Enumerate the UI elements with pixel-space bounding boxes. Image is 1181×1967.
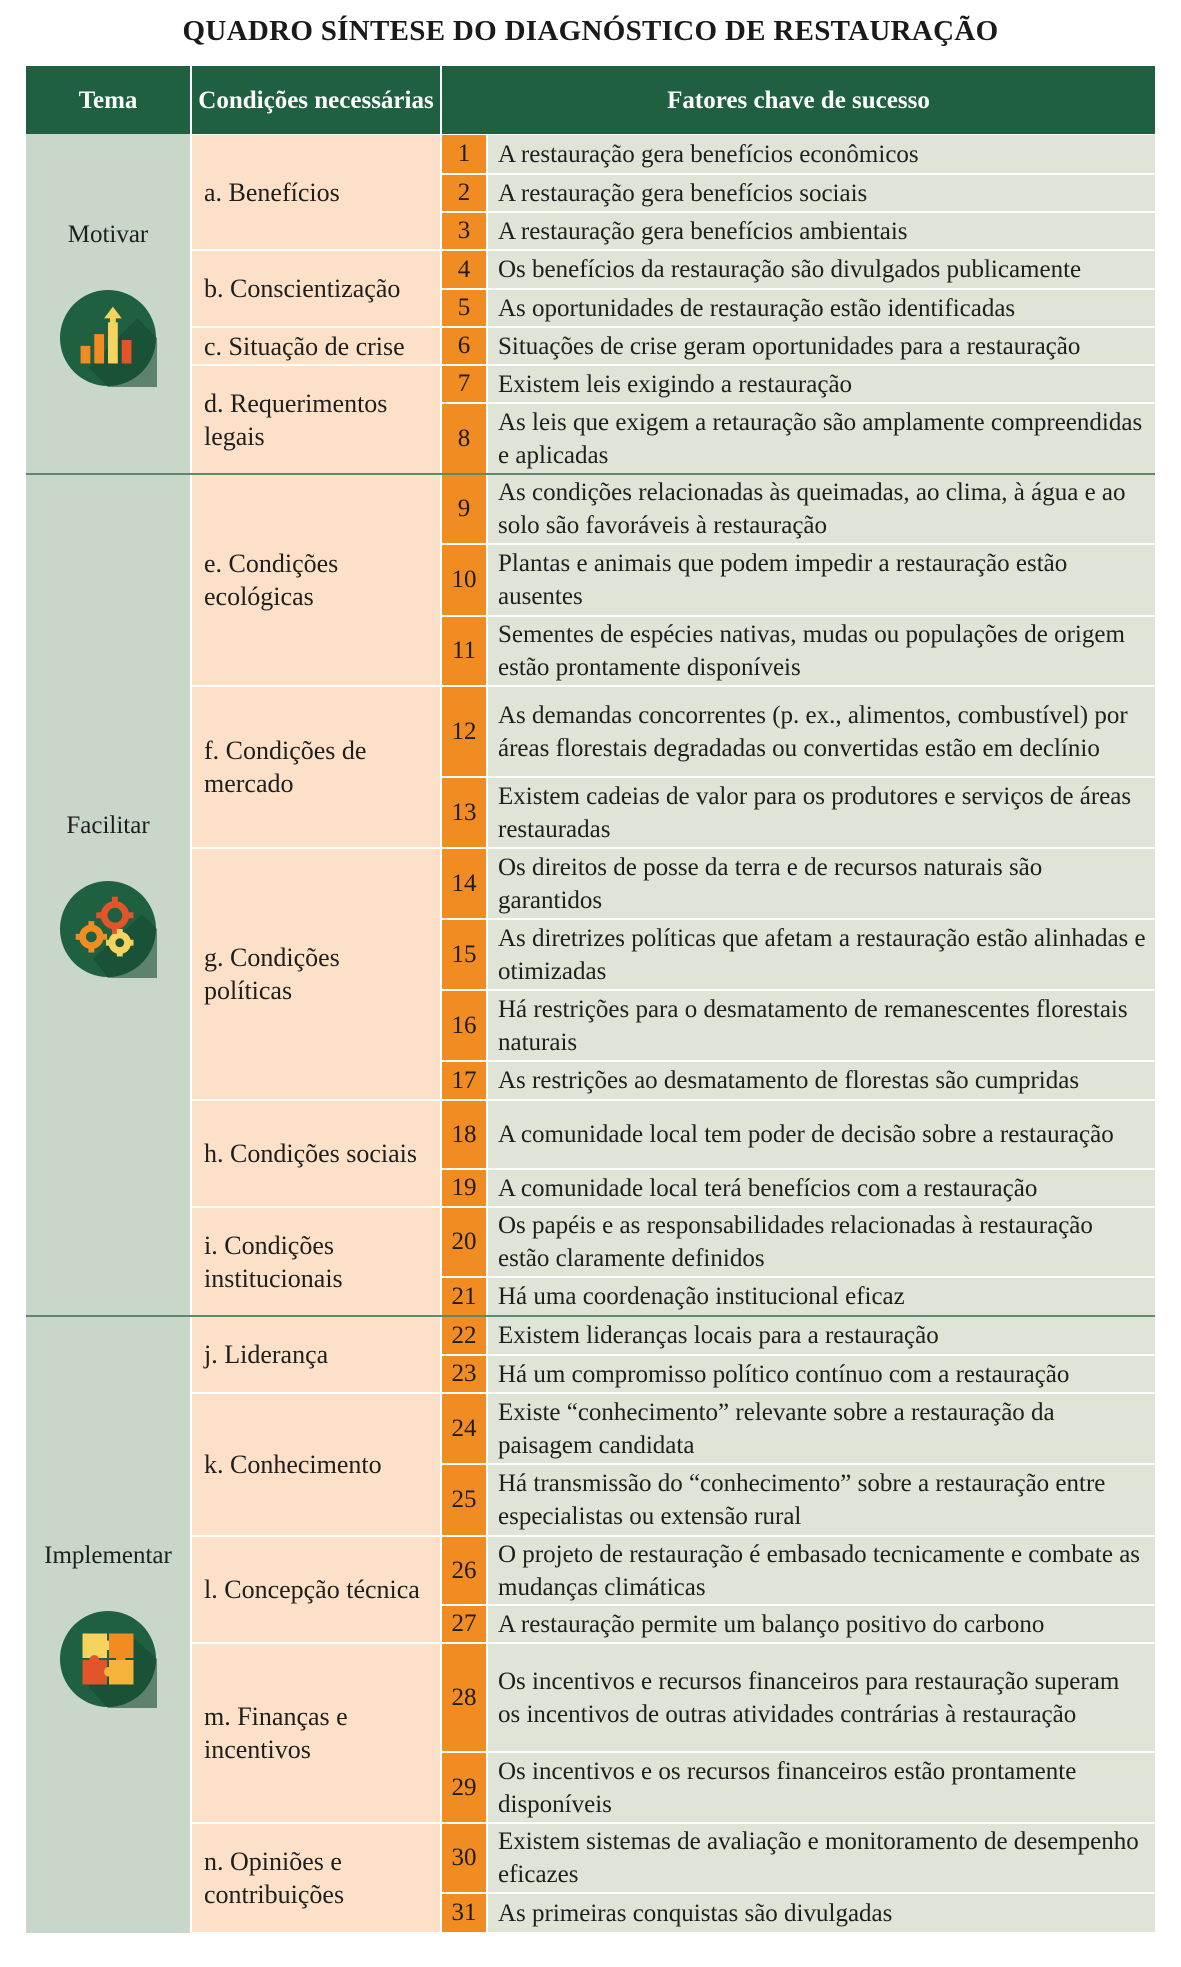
factor-number: 31 [442, 1894, 486, 1932]
condition-cell: n. Opiniões e contribuições [192, 1824, 440, 1932]
condition-cell: k. Conhecimento [192, 1394, 440, 1535]
factor-text: As leis que exigem a retauração são amplamente compreendidas e aplicadas [488, 404, 1155, 473]
factor-text: A restauração permite um balanço positivo do carbono [488, 1606, 1155, 1642]
factor-number: 18 [442, 1101, 486, 1168]
factor-text: Sementes de espécies nativas, mudas ou populações de origem estão prontamente disponíveis [488, 617, 1155, 685]
factor-number: 28 [442, 1644, 486, 1751]
factor-number: 2 [442, 175, 486, 211]
factor-text: As condições relacionadas às queimadas, ao clima, à água e ao solo são favoráveis à restauração [488, 475, 1155, 543]
factor-text: A comunidade local terá benefícios com a restauração [488, 1170, 1155, 1206]
factor-number: 8 [442, 404, 486, 473]
condition-cell: g. Condições políticas [192, 849, 440, 1099]
document-title: QUADRO SÍNTESE DO DIAGNÓSTICO DE RESTAURAÇÃO [182, 15, 999, 47]
condition-cell: d. Requerimentos legais [192, 366, 440, 473]
theme-cell [26, 1316, 190, 1933]
header-conditions: Condições necessárias [192, 66, 440, 134]
factor-text: A comunidade local tem poder de decisão sobre a restauração [488, 1101, 1155, 1168]
condition-cell: c. Situação de crise [192, 328, 440, 364]
factor-number: 13 [442, 778, 486, 847]
factor-number: 5 [442, 290, 486, 326]
factor-text: Os incentivos e os recursos financeiros estão prontamente disponíveis [488, 1753, 1155, 1822]
factor-number: 16 [442, 991, 486, 1060]
condition-cell: h. Condições sociais [192, 1101, 440, 1206]
condition-cell: a. Benefícios [192, 135, 440, 249]
factor-text: A restauração gera benefícios ambientais [488, 213, 1155, 249]
theme-cell [26, 134, 190, 474]
factor-number: 22 [442, 1317, 486, 1354]
factor-number: 12 [442, 687, 486, 776]
factor-text: Há uma coordenação institucional eficaz [488, 1278, 1155, 1315]
factor-text: As demandas concorrentes (p. ex., alimentos, combustível) por áreas florestais degradadas ou convertidas estão em declínio [488, 687, 1155, 776]
factor-number: 4 [442, 251, 486, 288]
factor-number: 21 [442, 1278, 486, 1315]
puzzle-icon [59, 1610, 157, 1708]
theme-separator [26, 473, 1155, 475]
factor-number: 15 [442, 920, 486, 989]
factor-text: Os benefícios da restauração são divulgados publicamente [488, 251, 1155, 288]
theme-label: Motivar [67, 221, 149, 248]
condition-cell: l. Concepção técnica [192, 1537, 440, 1642]
factor-text: Os papéis e as responsabilidades relacionadas à restauração estão claramente definidos [488, 1208, 1155, 1276]
factor-number: 9 [442, 475, 486, 543]
factor-number: 3 [442, 213, 486, 249]
factor-text: Existem leis exigindo a restauração [488, 366, 1155, 402]
factor-text: Há restrições para o desmatamento de remanescentes florestais naturais [488, 991, 1155, 1060]
factor-text: Situações de crise geram oportunidades para a restauração [488, 328, 1155, 364]
condition-cell: j. Liderança [192, 1317, 440, 1392]
factor-text: A restauração gera benefícios econômicos [488, 135, 1155, 173]
factor-number: 20 [442, 1208, 486, 1276]
factor-text: Existe “conhecimento” relevante sobre a restauração da paisagem candidata [488, 1394, 1155, 1463]
factor-text: Os incentivos e recursos financeiros para restauração superam os incentivos de outras atividades contrárias à restauração [488, 1644, 1155, 1751]
header-factors: Fatores chave de sucesso [442, 66, 1155, 134]
factor-number: 19 [442, 1170, 486, 1206]
factor-number: 10 [442, 545, 486, 615]
factor-text: As oportunidades de restauração estão identificadas [488, 290, 1155, 326]
condition-cell: m. Finanças e incentivos [192, 1644, 440, 1822]
factor-text: A restauração gera benefícios sociais [488, 175, 1155, 211]
condition-cell: b. Conscientização [192, 251, 440, 326]
factor-text: Há um compromisso político contínuo com a restauração [488, 1356, 1155, 1392]
factor-number: 23 [442, 1356, 486, 1392]
factor-text: Há transmissão do “conhecimento” sobre a restauração entre especialistas ou extensão rural [488, 1465, 1155, 1535]
factor-text: Existem cadeias de valor para os produtores e serviços de áreas restauradas [488, 778, 1155, 847]
condition-cell: i. Condições institucionais [192, 1208, 440, 1315]
factor-number: 11 [442, 617, 486, 685]
factor-number: 17 [442, 1062, 486, 1099]
factor-number: 27 [442, 1606, 486, 1642]
factor-number: 24 [442, 1394, 486, 1463]
factor-number: 25 [442, 1465, 486, 1535]
factor-number: 7 [442, 366, 486, 402]
bar-chart-arrow-icon [59, 289, 157, 387]
factor-text: As primeiras conquistas são divulgadas [488, 1894, 1155, 1932]
factor-text: As diretrizes políticas que afetam a restauração estão alinhadas e otimizadas [488, 920, 1155, 989]
factor-text: Os direitos de posse da terra e de recursos naturais são garantidos [488, 849, 1155, 918]
theme-label: Implementar [44, 1541, 172, 1569]
factor-number: 30 [442, 1824, 486, 1892]
condition-cell: e. Condições ecológicas [192, 475, 440, 685]
header-theme: Tema [26, 66, 190, 134]
factor-text: As restrições ao desmatamento de florestas são cumpridas [488, 1062, 1155, 1099]
gears-icon [59, 880, 157, 978]
factor-text: Existem sistemas de avaliação e monitoramento de desempenho eficazes [488, 1824, 1155, 1892]
factor-number: 29 [442, 1753, 486, 1822]
factor-number: 6 [442, 328, 486, 364]
theme-cell [26, 474, 190, 1316]
factor-number: 26 [442, 1537, 486, 1604]
theme-separator [26, 1315, 1155, 1317]
factor-number: 1 [442, 135, 486, 173]
factor-text: Existem lideranças locais para a restauração [488, 1317, 1155, 1354]
factor-text: Plantas e animais que podem impedir a restauração estão ausentes [488, 545, 1155, 615]
factor-text: O projeto de restauração é embasado tecnicamente e combate as mudanças climáticas [488, 1537, 1155, 1604]
factor-number: 14 [442, 849, 486, 918]
theme-label: Facilitar [66, 812, 150, 839]
condition-cell: f. Condições de mercado [192, 687, 440, 847]
